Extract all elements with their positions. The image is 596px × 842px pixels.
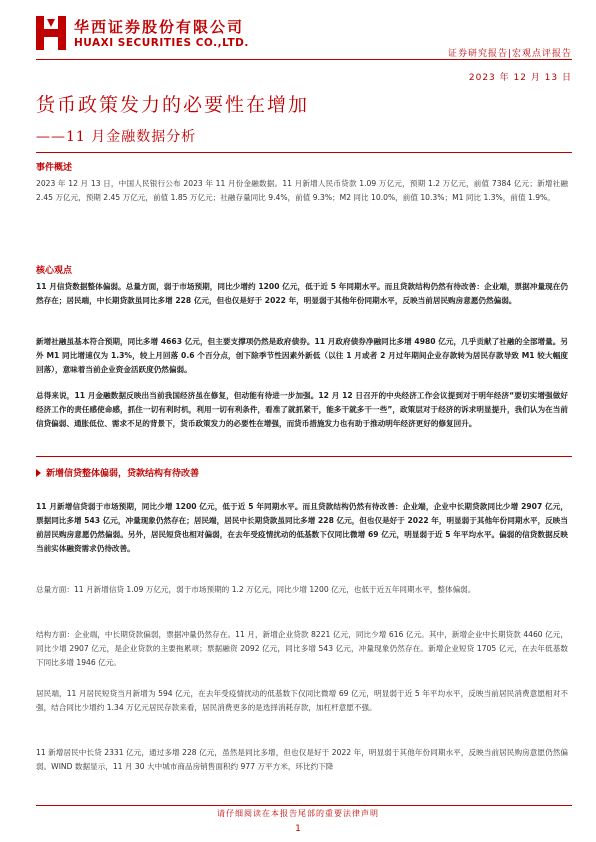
core-paragraph-1: 11 月信贷数据整体偏弱。总量方面，弱于市场预期，同比少增约 1200 亿元，低于近 5 年同期水平。而且贷款结构仍然有待改善：企业端，票据冲量现在仍然存在；居民端，中长期贷款虽同比多增 228 亿元，但也仅是好于 2022 年，明显弱于其他年份同期水平，反映当前居民购房意愿仍然偏弱。	[36, 282, 568, 305]
event-heading: 事件概述	[36, 163, 73, 173]
section-1-heading	[36, 466, 199, 479]
company-name-cn: 华西证券股份有限公司	[74, 18, 245, 36]
section-1-paragraph-5: 11 新增居民中长贷 2331 亿元，通过多增 228 亿元，虽然是同比多增，但也仅是好于 2022 年，明显弱于其他年份同期水平，反映当前居民购房意愿仍然偏弱。WIND 数据显示，11 月 30 大中城市商品房销售面积约 977 万平方米，环比约下降	[36, 748, 568, 771]
section-1-paragraph-4: 居民端，11 月居民短贷当月新增为 594 亿元，在去年受疫情扰动的低基数下仅同比微增 69 亿元，明显弱于近 5 年平均水平，反映当前居民消费意愿相对不强，结合同比少增约 1.34 万亿元居民存款来看，居民消费更多的是选择消耗存款，加杠杆意愿不强。	[36, 689, 568, 712]
section-1-heading-text: 新增信贷整体偏弱，贷款结构有待改善	[46, 469, 200, 479]
report-subtitle: ——11 月金融数据分析	[36, 129, 197, 145]
core-paragraph-3: 总得来说，11 月金融数据反映出当前我国经济虽在修复，但动能有待进一步加强。12 月 12 日召开的中央经济工作会议提到对于明年经济“要切实增强做好经济工作的责任感使命感，抓住一切有利时机，利用一切有利条件，看准了就抓紧干，能多干就多干一些”，政策层对于经济的诉求明显提升，我们认为在当前信贷偏弱、通胀低位、需求不足的背景下，货币政策发力的必要性在增强，而货币措施发力也有助于推动明年经济更好的修复回升。	[36, 391, 568, 428]
event-text: 2023 年 12 月 13 日，中国人民银行公布 2023 年 11 月份金融数据。11 月新增人民币贷款 1.09 万亿元，预期 1.2 万亿元，前值 7384 亿元；新增社融 2.45 万亿元，预期 2.45 万亿元，前值 1.85 万亿元；社融存量同比 9.4%，前值 9.3%；M2 同比 10.0%，前值 10.3%；M1 同比 1.3%，前值 1.9%。	[36, 179, 568, 202]
legal-notice: 请仔细阅读在本报告尾部的重要法律声明	[217, 809, 379, 818]
section-1-paragraph-2: 总量方面：11 月新增信贷 1.09 万亿元，弱于市场预期的 1.2 万亿元，同比少增 1200 亿元，也低于近五年同期水平，整体偏弱。	[36, 585, 476, 594]
section-1-paragraph-3: 结构方面：企业端，中长期贷款偏弱，票据冲量仍然存在。11 月，新增企业贷款 8221 亿元，同比少增 616 亿元。其中，新增企业中长期贷款 4460 亿元，同比少增 2907 亿元，是企业贷款的主要拖累项；票据融资 2092 亿元，同比多增 543 亿元，冲量现象仍然存在。新增企业短贷 1705 亿元，在去年低基数下同比多增 1946 亿元。	[36, 630, 568, 667]
core-divider	[36, 456, 572, 457]
report-type: 证券研究报告|宏观点评报告	[447, 49, 572, 59]
page-number: 1	[295, 824, 301, 834]
huaxi-logo-icon	[36, 16, 66, 50]
arrow-right-icon	[36, 469, 41, 477]
header-divider	[36, 59, 572, 60]
core-heading: 核心观点	[36, 266, 73, 276]
company-name-en: HUAXI SECURITIES CO.,LTD.	[74, 37, 249, 49]
footer-divider	[36, 805, 572, 806]
section-1-paragraph-1: 11 月新增信贷弱于市场预期，同比少增 1200 亿元，低于近 5 年同期水平。而且贷款结构仍然有待改善：企业端，企业中长期贷款同比少增 2907 亿元，票据同比多增 543 亿元，冲量现象仍然存在；居民端，居民中长期贷款虽同比多增 228 亿元，但也仅是好于 2022 年，明显弱于其他年份同期水平，反映当前居民购房意愿仍然偏弱。另外，居民短贷也相对偏弱，在去年受疫情扰动的低基数下仅同比微增 69 亿元，明显弱于近 5 年平均水平。偏弱的信贷数据反映当前实体融资需求仍待改善。	[36, 502, 568, 553]
title-divider	[36, 152, 572, 153]
core-paragraph-2: 新增社融虽基本符合预期，同比多增 4663 亿元，但主要支撑项仍然是政府债券。11 月政府债券净融同比多增 4980 亿元，几乎贡献了社融的全部增量。另外 M1 同比增速仅为 1.3%，较上月回落 0.6 个百分点，创下除季节性因素外新低（以往 1 月或者 2 月过年期间企业存款转为居民存款导致 M1 较大幅度回落），意味着当前企业资金活跃度仍然偏弱。	[36, 337, 568, 374]
report-title: 货币政策发力的必要性在增加	[36, 94, 310, 116]
report-date: 2023 年 12 月 13 日	[468, 73, 572, 83]
